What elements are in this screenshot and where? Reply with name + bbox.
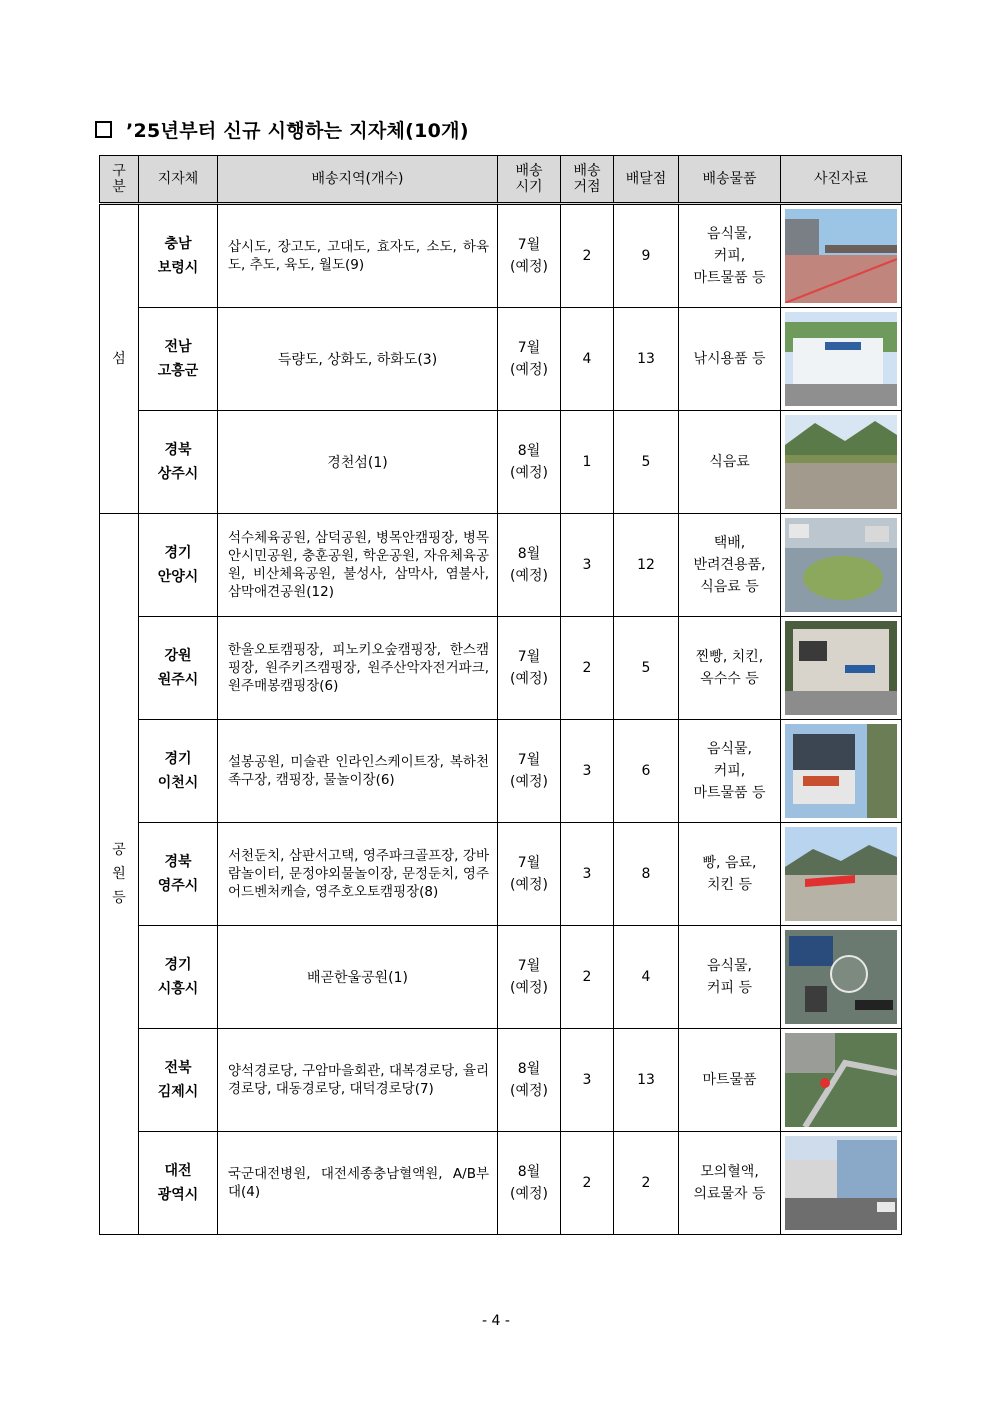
region-line: 보령시 bbox=[157, 260, 199, 276]
points-cell: 13 bbox=[614, 1029, 679, 1132]
region-cell bbox=[139, 308, 218, 411]
period-line: (예정) bbox=[510, 1186, 548, 1202]
hubs-cell: 3 bbox=[561, 514, 614, 617]
items-cell bbox=[679, 720, 781, 823]
items-line: 음식물, bbox=[706, 741, 753, 757]
section-heading bbox=[95, 116, 469, 143]
table-row bbox=[100, 926, 902, 1029]
header-period: 배송 시기 bbox=[498, 156, 561, 204]
site-photo bbox=[785, 827, 897, 921]
region-line: 강원 bbox=[164, 648, 192, 664]
items-cell bbox=[679, 617, 781, 720]
region-cell bbox=[139, 411, 218, 514]
period-line: 8월 bbox=[517, 1061, 541, 1077]
region-line: 전북 bbox=[164, 1060, 192, 1076]
photo-cell bbox=[781, 1132, 902, 1235]
period-cell bbox=[498, 617, 561, 720]
hubs-cell: 2 bbox=[561, 617, 614, 720]
site-photo bbox=[785, 415, 897, 509]
hubs-cell: 2 bbox=[561, 204, 614, 308]
delivery-table bbox=[99, 155, 902, 1235]
items-line: 식음료 등 bbox=[700, 579, 759, 595]
area-cell: 경천섬(1) bbox=[218, 411, 498, 514]
period-line: (예정) bbox=[510, 362, 548, 378]
region-line: 시흥시 bbox=[157, 981, 199, 997]
photo-cell bbox=[781, 204, 902, 308]
area-cell: 석수체육공원, 삼덕공원, 병목안캠핑장, 병목안시민공원, 충훈공원, 학운공원, 자유체육공원, 비산체육공원, 불성사, 삼막사, 염불사, 삼막애견공원(12) bbox=[218, 514, 498, 617]
period-line: 7월 bbox=[517, 855, 541, 871]
items-cell bbox=[679, 1132, 781, 1235]
area-cell: 설봉공원, 미술관 인라인스케이트장, 복하천 족구장, 캠핑장, 물놀이장(6) bbox=[218, 720, 498, 823]
items-line: 마트물품 bbox=[702, 1072, 757, 1088]
region-line: 전남 bbox=[164, 339, 192, 355]
items-cell bbox=[679, 204, 781, 308]
points-cell: 2 bbox=[614, 1132, 679, 1235]
hubs-cell: 2 bbox=[561, 926, 614, 1029]
photo-cell bbox=[781, 617, 902, 720]
category-line: 섬 bbox=[112, 351, 126, 367]
site-photo bbox=[785, 930, 897, 1024]
hubs-cell: 3 bbox=[561, 823, 614, 926]
items-line: 치킨 등 bbox=[706, 877, 753, 893]
period-line: 8월 bbox=[517, 1164, 541, 1180]
table-row bbox=[100, 1132, 902, 1235]
table-row bbox=[100, 823, 902, 926]
header-photo: 사진자료 bbox=[781, 156, 902, 204]
region-line: 안양시 bbox=[157, 569, 199, 585]
table-header-row bbox=[100, 156, 902, 204]
region-line: 경북 bbox=[164, 854, 192, 870]
region-line: 경기 bbox=[164, 751, 192, 767]
photo-cell bbox=[781, 1029, 902, 1132]
items-line: 커피 등 bbox=[706, 980, 753, 996]
hubs-cell: 4 bbox=[561, 308, 614, 411]
items-line: 마트물품 등 bbox=[693, 785, 766, 801]
items-line: 마트물품 등 bbox=[693, 270, 766, 286]
area-cell: 삽시도, 장고도, 고대도, 효자도, 소도, 하육도, 추도, 육도, 월도(9) bbox=[218, 204, 498, 308]
items-line: 커피, bbox=[713, 248, 746, 264]
period-line: (예정) bbox=[510, 877, 548, 893]
items-line: 커피, bbox=[713, 763, 746, 779]
items-cell bbox=[679, 514, 781, 617]
table-row bbox=[100, 411, 902, 514]
points-cell: 5 bbox=[614, 617, 679, 720]
region-line: 대전 bbox=[164, 1163, 192, 1179]
table-row bbox=[100, 720, 902, 823]
table-row bbox=[100, 617, 902, 720]
period-line: (예정) bbox=[510, 671, 548, 687]
period-line: (예정) bbox=[510, 980, 548, 996]
items-line: 옥수수 등 bbox=[700, 671, 759, 687]
table-row bbox=[100, 204, 902, 308]
items-line: 찐빵, 치킨, bbox=[695, 649, 764, 665]
photo-cell bbox=[781, 411, 902, 514]
region-cell bbox=[139, 204, 218, 308]
site-photo bbox=[785, 312, 897, 406]
items-line: 낚시용품 등 bbox=[693, 351, 766, 367]
items-line: 택배, bbox=[713, 535, 746, 551]
table-row bbox=[100, 514, 902, 617]
area-cell: 양석경로당, 구암마을회관, 대복경로당, 율리경로당, 대동경로당, 대덕경로당(7) bbox=[218, 1029, 498, 1132]
points-cell: 9 bbox=[614, 204, 679, 308]
period-line: (예정) bbox=[510, 465, 548, 481]
items-line: 의료물자 등 bbox=[693, 1186, 766, 1202]
photo-cell bbox=[781, 823, 902, 926]
period-line: (예정) bbox=[510, 1083, 548, 1099]
period-line: 7월 bbox=[517, 958, 541, 974]
region-line: 영주시 bbox=[157, 878, 199, 894]
region-line: 경북 bbox=[164, 442, 192, 458]
items-line: 모의혈액, bbox=[700, 1164, 759, 1180]
region-line: 광역시 bbox=[157, 1187, 199, 1203]
period-cell bbox=[498, 926, 561, 1029]
items-cell bbox=[679, 308, 781, 411]
region-cell bbox=[139, 1132, 218, 1235]
hubs-cell: 1 bbox=[561, 411, 614, 514]
region-cell bbox=[139, 926, 218, 1029]
header-area: 배송지역(개수) bbox=[218, 156, 498, 204]
region-cell bbox=[139, 514, 218, 617]
period-line: 8월 bbox=[517, 443, 541, 459]
items-cell bbox=[679, 411, 781, 514]
period-line: (예정) bbox=[510, 568, 548, 584]
points-cell: 6 bbox=[614, 720, 679, 823]
category-line: 등 bbox=[112, 890, 126, 906]
region-cell bbox=[139, 1029, 218, 1132]
area-cell: 득량도, 상화도, 하화도(3) bbox=[218, 308, 498, 411]
points-cell: 13 bbox=[614, 308, 679, 411]
area-cell: 배곧한울공원(1) bbox=[218, 926, 498, 1029]
period-line: 7월 bbox=[517, 340, 541, 356]
site-photo bbox=[785, 1033, 897, 1127]
region-line: 경기 bbox=[164, 957, 192, 973]
hubs-cell: 2 bbox=[561, 1132, 614, 1235]
points-cell: 8 bbox=[614, 823, 679, 926]
site-photo bbox=[785, 518, 897, 612]
hubs-cell: 3 bbox=[561, 1029, 614, 1132]
items-line: 식음료 bbox=[709, 454, 750, 470]
area-cell: 서천둔치, 삼판서고택, 영주파크골프장, 강바람놀이터, 문정야외물놀이장, 문정둔치, 영주어드벤처캐슬, 영주호오토캠핑장(8) bbox=[218, 823, 498, 926]
region-line: 충남 bbox=[164, 236, 192, 252]
table-row bbox=[100, 1029, 902, 1132]
category-park bbox=[100, 514, 139, 1235]
period-cell bbox=[498, 720, 561, 823]
items-line: 음식물, bbox=[706, 958, 753, 974]
region-cell bbox=[139, 720, 218, 823]
region-line: 고흥군 bbox=[157, 363, 199, 379]
points-cell: 4 bbox=[614, 926, 679, 1029]
hubs-cell: 3 bbox=[561, 720, 614, 823]
region-line: 이천시 bbox=[157, 775, 199, 791]
page-number: - 4 - bbox=[482, 1313, 510, 1329]
category-island bbox=[100, 204, 139, 514]
region-line: 경기 bbox=[164, 545, 192, 561]
table-row bbox=[100, 308, 902, 411]
period-cell bbox=[498, 204, 561, 308]
items-line: 음식물, bbox=[706, 226, 753, 242]
region-line: 원주시 bbox=[157, 672, 199, 688]
period-cell bbox=[498, 1132, 561, 1235]
header-region: 지자체 bbox=[139, 156, 218, 204]
items-cell bbox=[679, 823, 781, 926]
period-cell bbox=[498, 308, 561, 411]
photo-cell bbox=[781, 514, 902, 617]
site-photo bbox=[785, 209, 897, 303]
header-hubs: 배송 거점 bbox=[561, 156, 614, 204]
area-cell: 한울오토캠핑장, 피노키오숲캠핑장, 한스캠핑장, 원주키즈캠핑장, 원주산악자전거파크, 원주매봉캠핑장(6) bbox=[218, 617, 498, 720]
checkbox-square-icon bbox=[95, 121, 112, 138]
header-category: 구 분 bbox=[100, 156, 139, 204]
site-photo bbox=[785, 1136, 897, 1230]
period-line: 7월 bbox=[517, 649, 541, 665]
photo-cell bbox=[781, 308, 902, 411]
photo-cell bbox=[781, 926, 902, 1029]
region-line: 김제시 bbox=[157, 1084, 199, 1100]
region-line: 상주시 bbox=[157, 466, 199, 482]
period-line: (예정) bbox=[510, 774, 548, 790]
period-line: 7월 bbox=[517, 752, 541, 768]
items-line: 반려견용품, bbox=[693, 557, 766, 573]
items-cell bbox=[679, 926, 781, 1029]
points-cell: 5 bbox=[614, 411, 679, 514]
site-photo bbox=[785, 621, 897, 715]
photo-cell bbox=[781, 720, 902, 823]
region-cell bbox=[139, 823, 218, 926]
header-items: 배송물품 bbox=[679, 156, 781, 204]
period-cell bbox=[498, 1029, 561, 1132]
period-line: 7월 bbox=[517, 237, 541, 253]
category-line: 공 bbox=[112, 842, 126, 858]
region-cell bbox=[139, 617, 218, 720]
items-line: 빵, 음료, bbox=[702, 855, 757, 871]
points-cell: 12 bbox=[614, 514, 679, 617]
site-photo bbox=[785, 724, 897, 818]
category-line: 원 bbox=[112, 866, 126, 882]
items-cell bbox=[679, 1029, 781, 1132]
heading-text: ’25년부터 신규 시행하는 지자체(10개) bbox=[126, 120, 469, 142]
period-line: 8월 bbox=[517, 546, 541, 562]
area-cell: 국군대전병원, 대전세종충남혈액원, A/B부대(4) bbox=[218, 1132, 498, 1235]
period-line: (예정) bbox=[510, 259, 548, 275]
period-cell bbox=[498, 411, 561, 514]
header-points: 배달점 bbox=[614, 156, 679, 204]
period-cell bbox=[498, 823, 561, 926]
period-cell bbox=[498, 514, 561, 617]
